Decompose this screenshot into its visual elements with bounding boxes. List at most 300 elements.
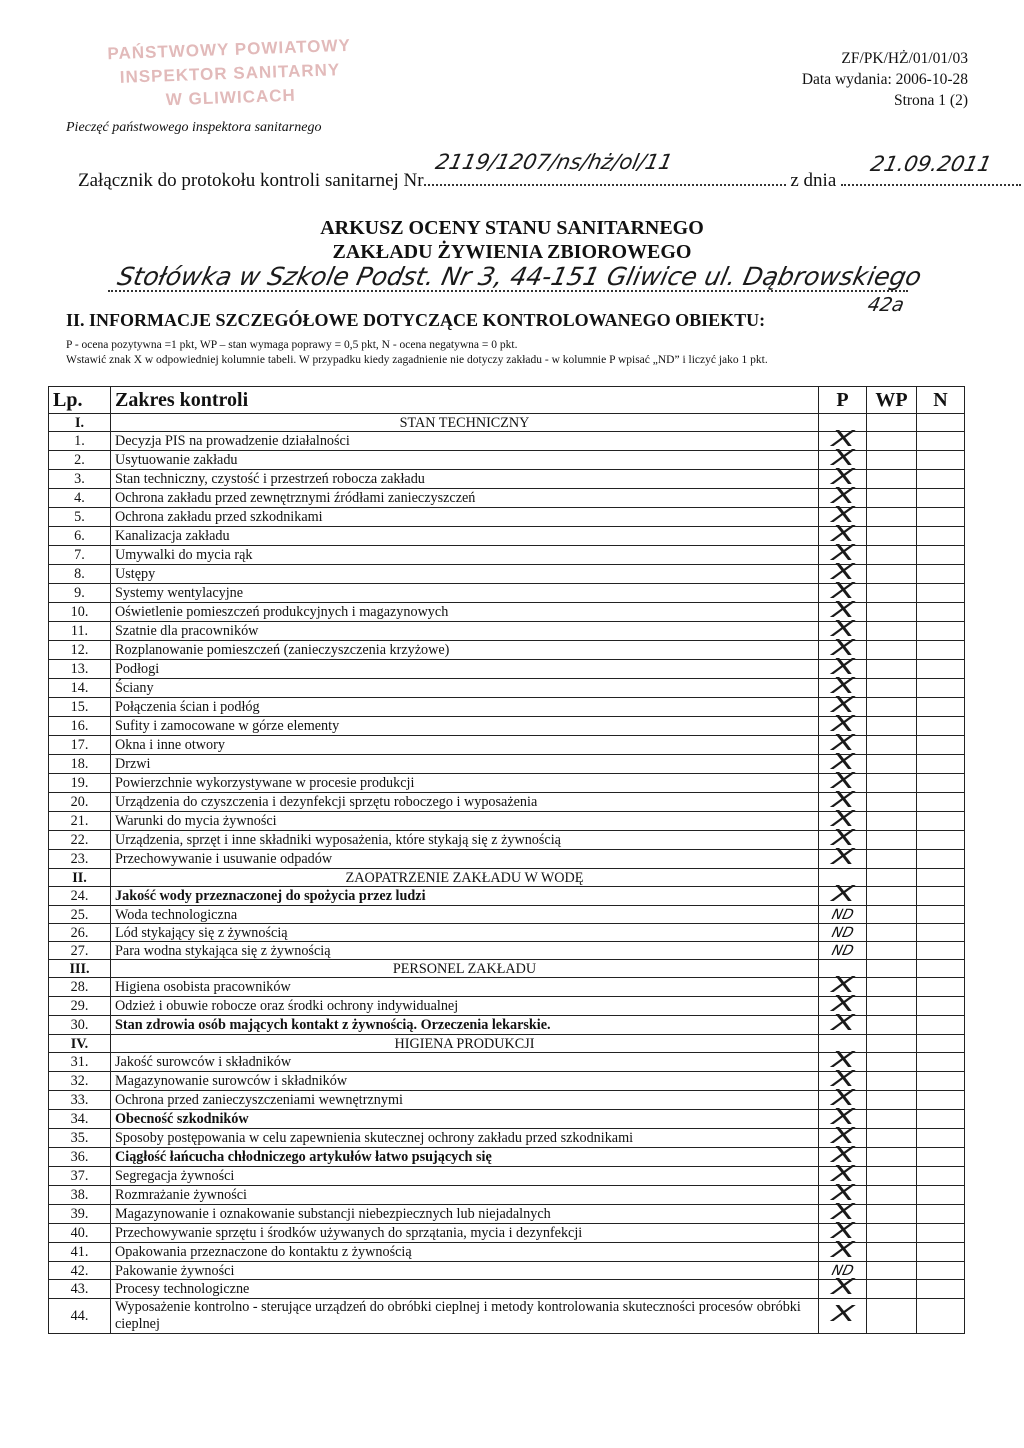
row-number: 38. xyxy=(49,1186,111,1205)
row-wp-cell xyxy=(867,831,917,850)
row-number: 40. xyxy=(49,1224,111,1243)
row-scope: Kanalizacja zakładu xyxy=(111,527,819,546)
x-mark: X xyxy=(827,1302,859,1327)
row-wp-cell xyxy=(867,1224,917,1243)
header-wp: WP xyxy=(867,387,917,414)
table-row xyxy=(49,717,965,736)
row-n-cell xyxy=(917,1167,965,1186)
row-n-cell xyxy=(917,489,965,508)
table-row xyxy=(49,924,965,942)
x-mark: X xyxy=(827,731,859,756)
section-wp-cell xyxy=(867,1035,917,1053)
row-wp-cell xyxy=(867,565,917,584)
row-p-cell xyxy=(819,1299,867,1334)
row-p-cell xyxy=(819,1238,867,1263)
row-number: 33. xyxy=(49,1091,111,1110)
row-n-cell xyxy=(917,1299,965,1334)
x-mark: X xyxy=(827,1200,859,1225)
table-row xyxy=(49,1299,965,1334)
x-mark: X xyxy=(827,1238,859,1263)
row-scope: Ustępy xyxy=(111,565,819,584)
row-wp-cell xyxy=(867,1129,917,1148)
attachment-prefix: Załącznik do protokołu kontroli sanitarnej Nr xyxy=(78,170,424,191)
row-wp-cell xyxy=(867,793,917,812)
section-row xyxy=(49,414,965,432)
row-number: 23. xyxy=(49,850,111,869)
row-number: 35. xyxy=(49,1129,111,1148)
row-wp-cell xyxy=(867,527,917,546)
x-mark: X xyxy=(827,1124,859,1149)
row-n-cell xyxy=(917,1091,965,1110)
row-number: 1. xyxy=(49,432,111,451)
row-number: 17. xyxy=(49,736,111,755)
row-scope: Szatnie dla pracowników xyxy=(111,622,819,641)
section-n-cell xyxy=(917,960,965,978)
row-n-cell xyxy=(917,1262,965,1280)
row-wp-cell xyxy=(867,1148,917,1167)
row-number: 39. xyxy=(49,1205,111,1224)
row-scope: Sufity i zamocowane w górze elementy xyxy=(111,717,819,736)
row-wp-cell xyxy=(867,470,917,489)
row-scope: Drzwi xyxy=(111,755,819,774)
x-mark: X xyxy=(827,636,859,661)
row-wp-cell xyxy=(867,717,917,736)
row-n-cell xyxy=(917,698,965,717)
row-n-cell xyxy=(917,603,965,622)
section-n-cell xyxy=(917,869,965,887)
row-p-cell xyxy=(819,1275,867,1300)
section-number: III. xyxy=(49,960,111,978)
table-row xyxy=(49,1148,965,1167)
row-n-cell xyxy=(917,831,965,850)
row-number: 8. xyxy=(49,565,111,584)
row-number: 14. xyxy=(49,679,111,698)
row-scope: Wyposażenie kontrolno - sterujące urządzeń do obróbki cieplnej i metody kontrolowania skuteczności procesów obróbki cieplnej xyxy=(111,1299,819,1334)
x-mark: X xyxy=(827,712,859,737)
row-wp-cell xyxy=(867,1186,917,1205)
table-row xyxy=(49,1167,965,1186)
row-n-cell xyxy=(917,527,965,546)
row-number: 36. xyxy=(49,1148,111,1167)
row-scope: Powierzchnie wykorzystywane w procesie produkcji xyxy=(111,774,819,793)
row-n-cell xyxy=(917,978,965,997)
nd-mark: ND xyxy=(829,924,856,941)
row-number: 9. xyxy=(49,584,111,603)
row-wp-cell xyxy=(867,679,917,698)
row-n-cell xyxy=(917,1280,965,1299)
row-scope: Ochrona przed zanieczyszczeniami wewnętrznymi xyxy=(111,1091,819,1110)
row-wp-cell xyxy=(867,906,917,924)
row-number: 21. xyxy=(49,812,111,831)
row-wp-cell xyxy=(867,1262,917,1280)
table-row xyxy=(49,679,965,698)
row-scope: Woda technologiczna xyxy=(111,906,819,924)
form-title xyxy=(0,216,1024,264)
row-number: 43. xyxy=(49,1280,111,1299)
row-scope: Jakość wody przeznaczonej do spożycia przez ludzi xyxy=(111,887,819,906)
scoring-notes xyxy=(66,338,768,368)
table-row xyxy=(49,508,965,527)
row-number: 34. xyxy=(49,1110,111,1129)
row-p-cell xyxy=(819,924,867,942)
x-mark: X xyxy=(827,826,859,851)
row-p-cell xyxy=(819,906,867,924)
protocol-date-handwritten: 21.09.2011 xyxy=(868,152,994,176)
row-n-cell xyxy=(917,887,965,906)
x-mark: X xyxy=(827,503,859,528)
row-n-cell xyxy=(917,812,965,831)
row-wp-cell xyxy=(867,1091,917,1110)
row-wp-cell xyxy=(867,774,917,793)
row-n-cell xyxy=(917,470,965,489)
table-row xyxy=(49,1186,965,1205)
header-no: Lp. xyxy=(49,387,111,414)
row-number: 6. xyxy=(49,527,111,546)
row-n-cell xyxy=(917,1224,965,1243)
row-n-cell xyxy=(917,1243,965,1262)
row-n-cell xyxy=(917,774,965,793)
table-row xyxy=(49,660,965,679)
row-n-cell xyxy=(917,1205,965,1224)
row-scope: Połączenia ścian i podłóg xyxy=(111,698,819,717)
row-wp-cell xyxy=(867,1053,917,1072)
table-row xyxy=(49,812,965,831)
x-mark: X xyxy=(827,1105,859,1130)
row-n-cell xyxy=(917,1072,965,1091)
row-wp-cell xyxy=(867,698,917,717)
row-number: 26. xyxy=(49,924,111,942)
row-n-cell xyxy=(917,736,965,755)
row-n-cell xyxy=(917,1110,965,1129)
row-scope: Magazynowanie surowców i składników xyxy=(111,1072,819,1091)
section-title xyxy=(111,869,819,887)
row-number: 37. xyxy=(49,1167,111,1186)
row-scope: Jakość surowców i składników xyxy=(111,1053,819,1072)
row-wp-cell xyxy=(867,508,917,527)
section-title xyxy=(111,960,819,978)
row-scope: Segregacja żywności xyxy=(111,1167,819,1186)
section-row xyxy=(49,960,965,978)
row-wp-cell xyxy=(867,1280,917,1299)
row-number: 44. xyxy=(49,1299,111,1334)
section-title-text: STAN TECHNICZNY xyxy=(399,414,530,431)
row-wp-cell xyxy=(867,1299,917,1334)
row-number: 32. xyxy=(49,1072,111,1091)
row-n-cell xyxy=(917,546,965,565)
x-mark: X xyxy=(827,655,859,680)
row-n-cell xyxy=(917,924,965,942)
section-wp-cell xyxy=(867,869,917,887)
row-number: 22. xyxy=(49,831,111,850)
x-mark: X xyxy=(827,1067,859,1092)
row-number: 30. xyxy=(49,1016,111,1035)
row-scope: Magazynowanie i oznakowanie substancji niebezpiecznych lub niejadalnych xyxy=(111,1205,819,1224)
table-row xyxy=(49,850,965,869)
row-scope: Przechowywanie i usuwanie odpadów xyxy=(111,850,819,869)
protocol-number-field xyxy=(424,150,786,186)
x-mark: X xyxy=(827,1275,859,1300)
row-scope: Umywalki do mycia rąk xyxy=(111,546,819,565)
table-row xyxy=(49,603,965,622)
section-n-cell xyxy=(917,1035,965,1053)
x-mark: X xyxy=(827,882,859,907)
x-mark: X xyxy=(827,1219,859,1244)
table-body xyxy=(49,414,965,1334)
table-row xyxy=(49,470,965,489)
table-row xyxy=(49,546,965,565)
row-scope: Ściany xyxy=(111,679,819,698)
row-scope: Stan zdrowia osób mających kontakt z żywnością. Orzeczenia lekarskie. xyxy=(111,1016,819,1035)
row-wp-cell xyxy=(867,978,917,997)
x-mark: X xyxy=(827,693,859,718)
row-number: 4. xyxy=(49,489,111,508)
row-scope: Warunki do mycia żywności xyxy=(111,812,819,831)
x-mark: X xyxy=(827,1011,859,1036)
row-scope: Odzież i obuwie robocze oraz środki ochrony indywidualnej xyxy=(111,997,819,1016)
inspector-stamp xyxy=(79,33,381,115)
x-mark: X xyxy=(827,1162,859,1187)
table-row xyxy=(49,887,965,906)
row-number: 29. xyxy=(49,997,111,1016)
row-number: 24. xyxy=(49,887,111,906)
row-wp-cell xyxy=(867,736,917,755)
x-mark: X xyxy=(827,973,859,998)
table-row xyxy=(49,641,965,660)
facility-name-handwritten: Stołówka w Szkole Podst. Nr 3, 44-151 Gliwice ul. Dąbrowskiego xyxy=(114,262,925,291)
section-title-text: ZAOPATRZENIE ZAKŁADU W WODĘ xyxy=(345,869,584,886)
table-row xyxy=(49,527,965,546)
row-scope: Usytuowanie zakładu xyxy=(111,451,819,470)
table-row xyxy=(49,978,965,997)
x-mark: X xyxy=(827,446,859,471)
row-n-cell xyxy=(917,942,965,960)
row-wp-cell xyxy=(867,660,917,679)
x-mark: X xyxy=(827,788,859,813)
table-row xyxy=(49,1053,965,1072)
row-number: 13. xyxy=(49,660,111,679)
row-scope: Rozplanowanie pomieszczeń (zanieczyszczenia krzyżowe) xyxy=(111,641,819,660)
table-row xyxy=(49,831,965,850)
row-wp-cell xyxy=(867,603,917,622)
x-mark: X xyxy=(827,427,859,452)
row-wp-cell xyxy=(867,924,917,942)
table-header-row xyxy=(49,387,965,414)
row-number: 20. xyxy=(49,793,111,812)
row-wp-cell xyxy=(867,489,917,508)
header-scope: Zakres kontroli xyxy=(111,387,819,414)
section-heading: II. INFORMACJE SZCZEGÓŁOWE DOTYCZĄCE KONTROLOWANEGO OBIEKTU: xyxy=(66,310,766,330)
scoring-legend: P - ocena pozytywna =1 pkt, WP – stan wymaga poprawy = 0,5 pkt, N - ocena negatywna = 0 pkt. xyxy=(66,339,518,351)
row-n-cell xyxy=(917,850,965,869)
section-wp-cell xyxy=(867,414,917,432)
row-wp-cell xyxy=(867,887,917,906)
row-n-cell xyxy=(917,1016,965,1035)
row-scope: Higiena osobista pracowników xyxy=(111,978,819,997)
section-number: IV. xyxy=(49,1035,111,1053)
table-row xyxy=(49,774,965,793)
row-wp-cell xyxy=(867,812,917,831)
row-scope: Pakowanie żywności xyxy=(111,1262,819,1280)
row-scope: Podłogi xyxy=(111,660,819,679)
row-number: 31. xyxy=(49,1053,111,1072)
row-scope: Rozmrażanie żywności xyxy=(111,1186,819,1205)
table-row xyxy=(49,1091,965,1110)
row-n-cell xyxy=(917,1053,965,1072)
row-scope: Systemy wentylacyjne xyxy=(111,584,819,603)
table-row xyxy=(49,906,965,924)
row-n-cell xyxy=(917,793,965,812)
row-scope: Procesy technologiczne xyxy=(111,1280,819,1299)
stamp-line-3: W GLIWICACH xyxy=(165,85,297,110)
doc-page-number: Strona 1 (2) xyxy=(893,92,968,109)
row-number: 18. xyxy=(49,755,111,774)
facility-name-handwritten-cont: 42a xyxy=(865,294,907,316)
row-number: 19. xyxy=(49,774,111,793)
section-number: II. xyxy=(49,869,111,887)
table-row xyxy=(49,432,965,451)
row-scope: Urządzenia do czyszczenia i dezynfekcji sprzętu roboczego i wyposażenia xyxy=(111,793,819,812)
row-number: 2. xyxy=(49,451,111,470)
row-n-cell xyxy=(917,906,965,924)
row-number: 25. xyxy=(49,906,111,924)
row-n-cell xyxy=(917,508,965,527)
assessment-table xyxy=(48,386,965,1334)
row-wp-cell xyxy=(867,997,917,1016)
row-n-cell xyxy=(917,997,965,1016)
x-mark: X xyxy=(827,598,859,623)
row-scope: Przechowywanie sprzętu i środków używanych do sprzątania, mycia i dezynfekcji xyxy=(111,1224,819,1243)
x-mark: X xyxy=(827,1086,859,1111)
table-row xyxy=(49,1262,965,1280)
row-n-cell xyxy=(917,565,965,584)
table-row xyxy=(49,1016,965,1035)
section-title xyxy=(111,1035,819,1053)
table-row xyxy=(49,698,965,717)
row-p-cell xyxy=(819,882,867,907)
x-mark: X xyxy=(827,992,859,1017)
row-number: 27. xyxy=(49,942,111,960)
table-row xyxy=(49,1072,965,1091)
stamp-caption: Pieczęć państwowego inspektora sanitarnego xyxy=(66,120,322,135)
table-row xyxy=(49,451,965,470)
table-row xyxy=(49,622,965,641)
row-scope: Ochrona zakładu przed zewnętrznymi źródłami zanieczyszczeń xyxy=(111,489,819,508)
section-number: I. xyxy=(49,414,111,432)
table-row xyxy=(49,1224,965,1243)
x-mark: X xyxy=(827,1181,859,1206)
row-n-cell xyxy=(917,717,965,736)
table-row xyxy=(49,997,965,1016)
x-mark: X xyxy=(827,484,859,509)
table-row xyxy=(49,565,965,584)
table-row xyxy=(49,1129,965,1148)
row-n-cell xyxy=(917,755,965,774)
header-n: N xyxy=(917,387,965,414)
table-row xyxy=(49,489,965,508)
row-wp-cell xyxy=(867,850,917,869)
x-mark: X xyxy=(827,522,859,547)
row-number: 10. xyxy=(49,603,111,622)
row-number: 5. xyxy=(49,508,111,527)
x-mark: X xyxy=(827,674,859,699)
header-p: P xyxy=(819,387,867,414)
row-wp-cell xyxy=(867,1110,917,1129)
row-n-cell xyxy=(917,432,965,451)
row-wp-cell xyxy=(867,451,917,470)
table-row xyxy=(49,584,965,603)
row-n-cell xyxy=(917,660,965,679)
section-title xyxy=(111,414,819,432)
section-wp-cell xyxy=(867,960,917,978)
row-wp-cell xyxy=(867,432,917,451)
row-scope: Ciągłość łańcucha chłodniczego artykułów łatwo psujących się xyxy=(111,1148,819,1167)
x-mark: X xyxy=(827,807,859,832)
x-mark: X xyxy=(827,579,859,604)
x-mark: X xyxy=(827,465,859,490)
row-wp-cell xyxy=(867,1243,917,1262)
row-scope: Decyzja PIS na prowadzenie działalności xyxy=(111,432,819,451)
row-wp-cell xyxy=(867,1016,917,1035)
row-number: 3. xyxy=(49,470,111,489)
row-scope: Sposoby postępowania w celu zapewnienia skutecznej ochrony zakładu przed szkodnikami xyxy=(111,1129,819,1148)
nd-mark: ND xyxy=(829,906,856,923)
doc-issue-date: Data wydania: 2006-10-28 xyxy=(801,71,968,88)
row-number: 16. xyxy=(49,717,111,736)
x-mark: X xyxy=(827,617,859,642)
protocol-date-field xyxy=(841,152,1021,186)
x-mark: X xyxy=(827,541,859,566)
table-row xyxy=(49,1243,965,1262)
row-scope: Okna i inne otwory xyxy=(111,736,819,755)
section-n-cell xyxy=(917,414,965,432)
row-n-cell xyxy=(917,1129,965,1148)
row-n-cell xyxy=(917,622,965,641)
attachment-line xyxy=(78,150,994,192)
table-row xyxy=(49,1280,965,1299)
row-scope: Ochrona zakładu przed szkodnikami xyxy=(111,508,819,527)
row-scope: Oświetlenie pomieszczeń produkcyjnych i magazynowych xyxy=(111,603,819,622)
row-n-cell xyxy=(917,451,965,470)
attachment-date-label: z dnia xyxy=(790,170,837,191)
stamp-line-1: PAŃSTWOWY POWIATOWY xyxy=(107,35,352,64)
section-title-text: HIGIENA PRODUKCJI xyxy=(394,1035,535,1052)
row-n-cell xyxy=(917,679,965,698)
scoring-instructions: Wstawić znak X w odpowiedniej kolumnie tabeli. W przypadku kiedy zagadnienie nie dotyczy zakładu - w kolumnie P wpisać „ND” i liczyć jako 1 pkt. xyxy=(66,354,768,366)
row-n-cell xyxy=(917,641,965,660)
document-reference xyxy=(802,48,968,111)
row-wp-cell xyxy=(867,1072,917,1091)
row-wp-cell xyxy=(867,641,917,660)
row-n-cell xyxy=(917,1148,965,1167)
x-mark: X xyxy=(827,845,859,870)
title-line-2: ZAKŁADU ŻYWIENIA ZBIOROWEGO xyxy=(332,241,692,263)
table-row xyxy=(49,1205,965,1224)
section-row xyxy=(49,869,965,887)
row-wp-cell xyxy=(867,755,917,774)
row-number: 28. xyxy=(49,978,111,997)
row-n-cell xyxy=(917,584,965,603)
row-p-cell xyxy=(819,845,867,870)
table-row xyxy=(49,1110,965,1129)
section-row xyxy=(49,1035,965,1053)
row-scope: Stan techniczny, czystość i przestrzeń robocza zakładu xyxy=(111,470,819,489)
row-wp-cell xyxy=(867,942,917,960)
row-wp-cell xyxy=(867,584,917,603)
row-number: 12. xyxy=(49,641,111,660)
row-scope: Para wodna stykająca się z żywnością xyxy=(111,942,819,960)
row-wp-cell xyxy=(867,546,917,565)
table-row xyxy=(49,942,965,960)
